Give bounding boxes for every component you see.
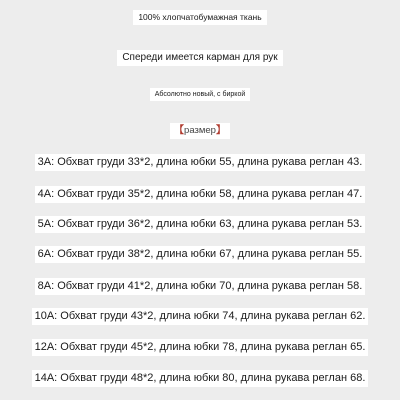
size-row-text: 3A: Обхват груди 33*2, длина юбки 55, длина рукава реглан 43. <box>35 154 366 171</box>
condition-info-text: Абсолютно новый, с биркой <box>150 88 251 101</box>
size-row-10a <box>0 308 400 325</box>
size-row-text: 6A: Обхват груди 38*2, длина юбки 67, длина рукава реглан 55. <box>35 246 366 263</box>
pocket-info-line <box>0 50 400 66</box>
size-row-14a <box>0 370 400 387</box>
condition-info-line <box>0 88 400 101</box>
size-heading-close-bracket: 】 <box>215 125 226 136</box>
size-row-5a <box>0 216 400 233</box>
fabric-info-line <box>0 10 400 25</box>
size-row-text: 4A: Обхват груди 35*2, длина юбки 58, длина рукава реглан 47. <box>35 186 366 203</box>
size-row-text: 8A: Обхват груди 41*2, длина юбки 70, длина рукава реглан 58. <box>35 278 366 295</box>
size-heading-box <box>170 123 231 139</box>
size-row-6a <box>0 246 400 263</box>
size-row-text: 12A: Обхват груди 45*2, длина юбки 78, длина рукава реглан 65. <box>32 339 369 356</box>
size-row-4a <box>0 186 400 203</box>
size-heading-open-bracket: 【 <box>174 125 185 136</box>
fabric-info-text: 100% хлопчатобумажная ткань <box>133 10 266 25</box>
size-row-text: 10A: Обхват груди 43*2, длина юбки 74, длина рукава реглан 62. <box>32 308 369 325</box>
size-row-3a <box>0 154 400 171</box>
size-row-12a <box>0 339 400 356</box>
size-row-text: 14A: Обхват груди 48*2, длина юбки 80, длина рукава реглан 68. <box>32 370 369 387</box>
pocket-info-text: Спереди имеется карман для рук <box>117 50 282 66</box>
size-heading-word: размер <box>184 125 216 136</box>
size-row-8a <box>0 278 400 295</box>
size-row-text: 5A: Обхват груди 36*2, длина юбки 63, длина рукава реглан 53. <box>35 216 366 233</box>
size-heading <box>0 123 400 139</box>
